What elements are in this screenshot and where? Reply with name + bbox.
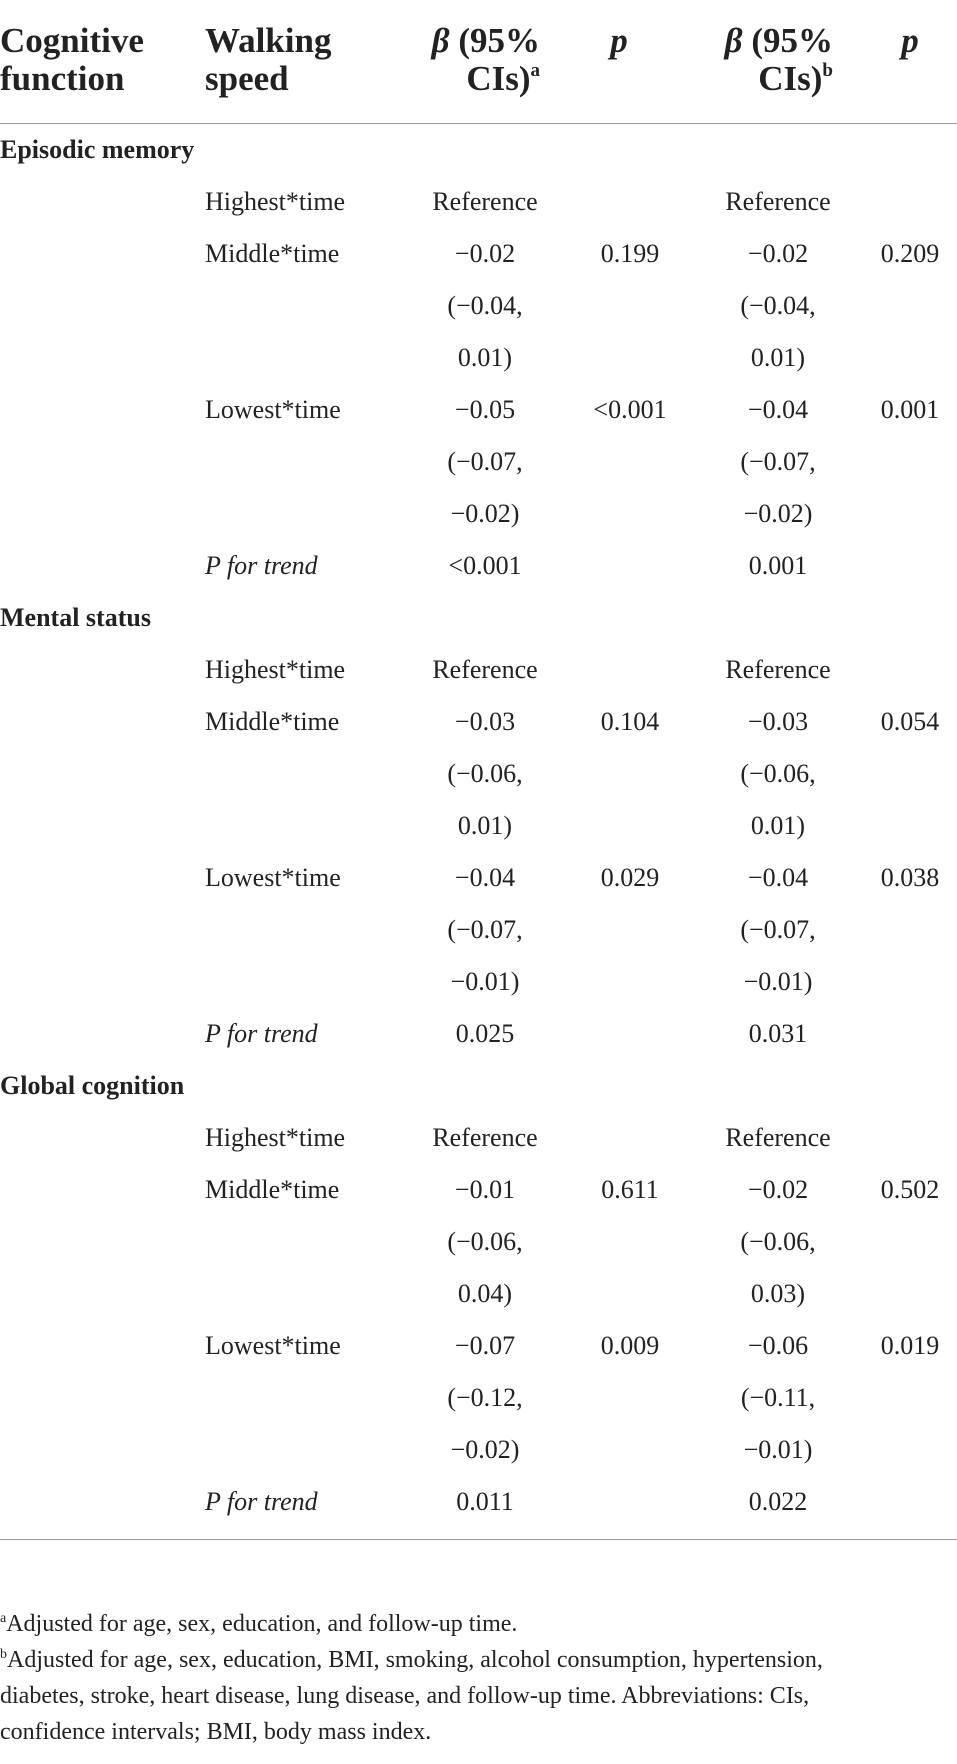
beta-ci-a-cell: 0.01): [457, 811, 513, 840]
beta-ci-a-cell: (−0.12,: [447, 1383, 523, 1412]
header-walking-line1: Walking: [205, 21, 332, 60]
beta-ci-a-cell: −0.02): [450, 499, 520, 528]
header-beta-ci-b-text2: CIs): [758, 59, 823, 98]
header-beta-ci-b-line1: [703, 22, 833, 60]
header-beta-ci-a-line1: [410, 22, 540, 60]
beta-ci-a-cell: −0.03: [454, 707, 516, 736]
section-title: Mental status: [0, 603, 151, 632]
header-beta-ci-a-text1: (95%: [458, 21, 540, 60]
beta-ci-a-cell: Reference: [432, 655, 538, 684]
footnote-text: confidence intervals; BMI, body mass index.: [0, 1719, 432, 1745]
beta-ci-a-cell: −0.01): [450, 967, 520, 996]
beta-ci-b-cell: 0.03): [750, 1279, 806, 1308]
walking-speed-cell: Highest*time: [205, 1123, 346, 1152]
p-value-a-cell: 0.009: [600, 1331, 660, 1360]
beta-ci-a-cell: −0.02: [454, 239, 516, 268]
walking-speed-cell: Middle*time: [205, 707, 340, 736]
beta-ci-b-cell: (−0.06,: [740, 1227, 816, 1256]
beta-ci-b-cell: 0.001: [748, 551, 808, 580]
beta-ci-a-cell: −0.01: [454, 1175, 516, 1204]
walking-speed-cell: P for trend: [205, 551, 318, 580]
p-value-a-cell: 0.199: [600, 239, 660, 268]
beta-ci-a-cell: Reference: [432, 1123, 538, 1152]
beta-ci-a-cell: (−0.04,: [447, 291, 523, 320]
beta-ci-b-cell: −0.02: [747, 1175, 809, 1204]
p-value-b-cell: 0.019: [880, 1331, 940, 1360]
walking-speed-cell: Highest*time: [205, 187, 346, 216]
header-cognitive-line1: Cognitive: [0, 21, 144, 60]
p-value-b-cell: 0.054: [880, 707, 940, 736]
p-value-a-cell: <0.001: [593, 395, 667, 424]
beta-ci-b-cell: Reference: [725, 187, 831, 216]
footnote-mark: a: [0, 1611, 7, 1626]
p-value-b-cell: 0.038: [880, 863, 940, 892]
beta-ci-b-cell: 0.01): [750, 811, 806, 840]
beta-ci-b-cell: 0.031: [748, 1019, 808, 1048]
footnote-text: diabetes, stroke, heart disease, lung disease, and follow-up time. Abbreviations: CIs,: [0, 1683, 810, 1709]
beta-ci-a-cell: 0.04): [457, 1279, 513, 1308]
beta-symbol: β: [724, 21, 743, 60]
beta-ci-b-cell: Reference: [725, 1123, 831, 1152]
beta-ci-b-cell: −0.02): [743, 499, 813, 528]
p-value-b-cell: 0.001: [880, 395, 940, 424]
p-value-b-cell: 0.502: [880, 1175, 940, 1204]
beta-ci-a-cell: 0.011: [456, 1487, 514, 1516]
section-title: Episodic memory: [0, 135, 195, 164]
walking-speed-cell: P for trend: [205, 1019, 318, 1048]
section-title: Global cognition: [0, 1071, 185, 1100]
walking-speed-cell: Lowest*time: [205, 1331, 341, 1360]
beta-ci-a-cell: (−0.07,: [447, 447, 523, 476]
beta-ci-b-cell: −0.06: [747, 1331, 809, 1360]
beta-ci-a-cell: 0.01): [457, 343, 513, 372]
footnote-line: [0, 1642, 950, 1678]
beta-ci-a-cell: Reference: [432, 187, 538, 216]
beta-ci-b-cell: 0.01): [750, 343, 806, 372]
p-value-a-cell: 0.611: [601, 1175, 659, 1204]
footnote-text: Adjusted for age, sex, education, BMI, smoking, alcohol consumption, hypertension,: [7, 1647, 823, 1673]
walking-speed-cell: Middle*time: [205, 1175, 340, 1204]
walking-speed-cell: Middle*time: [205, 239, 340, 268]
walking-speed-cell: Lowest*time: [205, 863, 341, 892]
p-value-a-cell: 0.104: [600, 707, 660, 736]
beta-ci-b-cell: −0.03: [747, 707, 809, 736]
beta-ci-b-cell: −0.01): [743, 1435, 813, 1464]
footnote-line: [0, 1678, 950, 1714]
header-beta-ci-a: [410, 22, 540, 98]
beta-ci-a-cell: (−0.06,: [447, 1227, 523, 1256]
header-beta-ci-b: [703, 22, 833, 98]
header-beta-ci-a-line2: [410, 60, 540, 98]
beta-ci-a-cell: −0.05: [454, 395, 516, 424]
header-walking-line2: speed: [205, 59, 289, 98]
beta-ci-b-cell: −0.04: [747, 863, 809, 892]
footnote-mark: b: [0, 1647, 7, 1662]
beta-ci-a-cell: −0.04: [454, 863, 516, 892]
header-cognitive-function: [0, 22, 144, 98]
walking-speed-cell: Lowest*time: [205, 395, 341, 424]
beta-ci-b-cell: (−0.04,: [740, 291, 816, 320]
header-beta-ci-a-text2: CIs): [466, 59, 531, 98]
beta-symbol: β: [431, 21, 450, 60]
header-p-value-b: p: [901, 21, 919, 60]
beta-ci-b-cell: 0.022: [748, 1487, 808, 1516]
beta-ci-a-cell: (−0.06,: [447, 759, 523, 788]
header-cognitive-line2: function: [0, 59, 125, 98]
header-p-value-a: p: [610, 21, 628, 60]
table-header: [0, 0, 957, 124]
beta-ci-a-cell: −0.02): [450, 1435, 520, 1464]
beta-ci-b-cell: (−0.11,: [740, 1383, 816, 1412]
beta-ci-a-cell: −0.07: [454, 1331, 516, 1360]
beta-ci-a-cell: 0.025: [455, 1019, 515, 1048]
beta-ci-b-cell: (−0.06,: [740, 759, 816, 788]
header-walking-speed: [205, 22, 331, 98]
p-value-a-cell: 0.029: [600, 863, 660, 892]
header-beta-ci-b-line2: [703, 60, 833, 98]
beta-ci-b-cell: (−0.07,: [740, 915, 816, 944]
beta-ci-b-cell: −0.04: [747, 395, 809, 424]
header-beta-ci-b-text1: (95%: [751, 21, 833, 60]
table-bottom-rule: [0, 1539, 957, 1540]
beta-ci-b-cell: −0.01): [743, 967, 813, 996]
beta-ci-b-cell: −0.02: [747, 239, 809, 268]
footnote-line: [0, 1606, 950, 1642]
footnote-text: Adjusted for age, sex, education, and follow-up time.: [6, 1611, 518, 1637]
walking-speed-cell: P for trend: [205, 1487, 318, 1516]
footnote-mark-a: a: [530, 60, 540, 81]
walking-speed-cell: Highest*time: [205, 655, 346, 684]
beta-ci-b-cell: (−0.07,: [740, 447, 816, 476]
p-value-b-cell: 0.209: [880, 239, 940, 268]
footnote-mark-b: b: [822, 60, 833, 81]
footnote-line: [0, 1714, 950, 1750]
beta-ci-b-cell: Reference: [725, 655, 831, 684]
beta-ci-a-cell: (−0.07,: [447, 915, 523, 944]
beta-ci-a-cell: <0.001: [448, 551, 522, 580]
